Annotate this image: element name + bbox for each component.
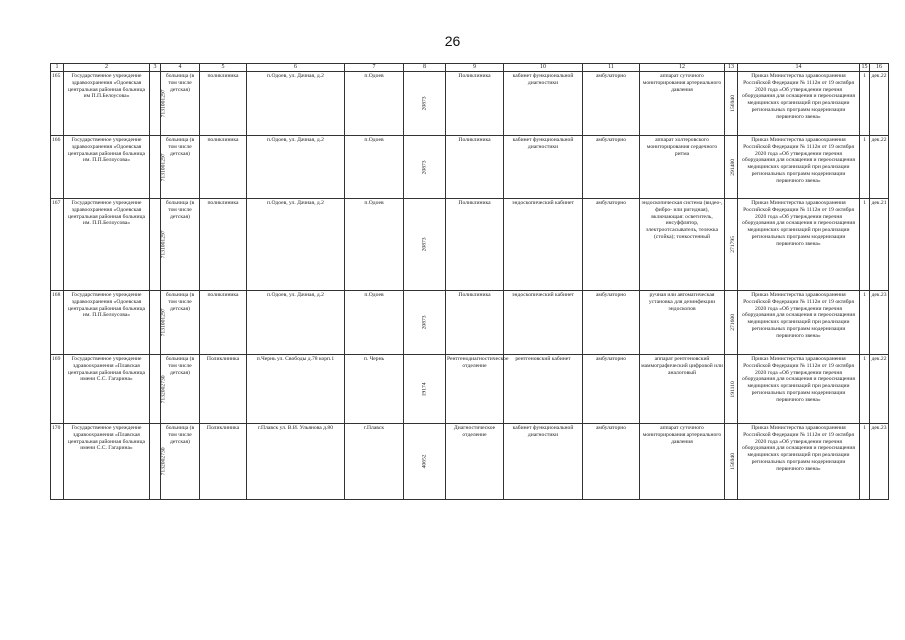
page-number: 26 [444,33,461,49]
organization-name-cell: Государственное учреждение здравоохранения «Одоевская центральная районная больница им. П.П.Белоусова» [64,199,150,291]
inn-code-cell [150,424,167,500]
inn-code: 7131001297 [160,230,167,259]
address-cell: г.Плавск ул. В.И. Ульянова д.80 [247,424,345,500]
column-number: 8 [404,64,446,72]
locality-cell: п.Одоев [345,72,404,136]
row-number-cell: 167 [51,199,64,291]
column-number: 14 [738,64,860,72]
department-cell: Поликлиника [446,199,504,291]
equipment-cost-cell [725,136,738,199]
department-cell: Рентгенодиагностическое отделение [446,355,504,424]
locality-code: 19174 [421,382,428,396]
delivery-date-cell: дек.22 [870,72,889,136]
regulation-order-cell: Приказ Министерства здравоохранения Российской Федерации № 1112н от 19 октября 2020 года «Об утверждении перечня оборудования для оснащения и переоснащения медицинских организаций при реализации региональных программ модернизации первичного звена» [738,424,860,500]
unit-name-cell: поликлиника [200,136,247,199]
column-number: 16 [870,64,889,72]
facility-type-cell: больница (в том числе детская) [161,136,200,199]
equipment-cost: 156940 [729,453,736,470]
column-number: 2 [64,64,150,72]
unit-name-cell: поликлиника [200,72,247,136]
column-number: 5 [200,64,247,72]
unit-name-cell: поликлиника [200,291,247,355]
equipment-name-cell: аппарат суточного мониторирования артериального давления [640,72,725,136]
column-number: 11 [583,64,640,72]
facility-type-cell: больница (в том числе детская) [161,199,200,291]
department-cell: Диагностическое отделение [446,424,504,500]
quantity-cell: 1 [860,199,870,291]
table-row [51,291,889,355]
inn-code: 7132002730 [160,447,167,476]
delivery-date-cell: дек.22 [870,136,889,199]
address-cell: п.Одоев, ул. Дачная, д.2 [247,291,345,355]
equipment-cost: 156940 [729,95,736,112]
cabinet-cell: эндоскопический кабинет [504,291,583,355]
table-row [51,424,889,500]
inn-code-cell [150,199,167,291]
unit-name-cell: поликлиника [200,199,247,291]
table-row [51,136,889,199]
facility-type-cell: больница (в том числе детская) [161,355,200,424]
department-cell: Поликлиника [446,136,504,199]
delivery-date-cell: дек.23 [870,291,889,355]
facility-type-cell: больница (в том числе детская) [161,424,200,500]
unit-name-cell: Поликлиника [200,424,247,500]
facility-type-cell: больница (в том числе детская) [161,72,200,136]
locality-code-cell [404,136,446,199]
locality-cell: п.Одоев [345,199,404,291]
department-cell: Поликлиника [446,291,504,355]
inn-code: 7132002730 [160,375,167,403]
equipment-table [50,63,889,500]
locality-code: 20873 [421,160,428,174]
column-number-row [51,64,889,72]
equipment-cost-cell [725,199,738,291]
locality-cell: г.Плавск [345,424,404,500]
facility-type-cell: больница (в том числе детская) [161,291,200,355]
column-number: 3 [150,64,161,72]
equipment-cost-cell [725,291,738,355]
row-number-cell: 170 [51,424,64,500]
equipment-cost: 271600 [729,314,736,331]
organization-name-cell: Государственное учреждение здравоохранения «Одоевская центральная районная больница им. П.П.Белоусова» [64,136,150,199]
inn-code-cell [150,291,167,355]
department-cell: Поликлиника [446,72,504,136]
organization-name-cell: Государственное учреждение здравоохранения «Плавская центральная районная больница имени С.С. Гагарина» [64,355,150,424]
cabinet-cell: кабинет функциональной диагностики [504,136,583,199]
inn-code: 7131001297 [160,308,167,337]
regulation-order-cell: Приказ Министерства здравоохранения Российской Федерации № 1112н от 19 октября 2020 года «Об утверждении перечня оборудования для оснащения и переоснащения медицинских организаций при реализации региональных программ модернизации первичного звена» [738,72,860,136]
locality-cell: п.Одоев [345,291,404,355]
care-conditions-cell: амбулаторно [583,424,640,500]
regulation-order-cell: Приказ Министерства здравоохранения Российской Федерации № 1112н от 19 октября 2020 года «Об утверждении перечня оборудования для оснащения и переоснащения медицинских организаций при реализации региональных программ модернизации первичного звена» [738,199,860,291]
care-conditions-cell: амбулаторно [583,136,640,199]
quantity-cell: 1 [860,291,870,355]
cabinet-cell: кабинет функциональной диагностики [504,424,583,500]
equipment-name-cell: аппарат суточного мониторирования артериального давления [640,424,725,500]
organization-name-cell: Государственное учреждение здравоохранения «Одоевская центральная районная больница им. П.П.Белоусова» [64,291,150,355]
regulation-order-cell: Приказ Министерства здравоохранения Российской Федерации № 1112н от 19 октября 2020 года «Об утверждении перечня оборудования для оснащения и переоснащения медицинских организаций при реализации региональных программ модернизации первичного звена» [738,136,860,199]
locality-code: 20873 [421,237,428,252]
delivery-date-cell: дек.21 [870,199,889,291]
equipment-cost: 191110 [729,380,736,398]
locality-code: 20873 [421,96,428,111]
locality-code-cell [404,424,446,500]
inn-code: 7131001297 [160,153,167,181]
locality-cell: п. Чернь [345,355,404,424]
cabinet-cell: рентгеновский кабинет [504,355,583,424]
column-number: 9 [446,64,504,72]
locality-code-cell [404,355,446,424]
cabinet-cell: эндоскопический кабинет [504,199,583,291]
row-number-cell: 169 [51,355,64,424]
care-conditions-cell: амбулаторно [583,72,640,136]
column-number: 1 [51,64,64,72]
column-number: 7 [345,64,404,72]
row-number-cell: 166 [51,136,64,199]
inn-code-cell [150,355,167,424]
row-number-cell: 168 [51,291,64,355]
unit-name-cell: Поликлиника [200,355,247,424]
table-row [51,355,889,424]
locality-code-cell [404,291,446,355]
locality-code: 20873 [421,315,428,330]
care-conditions-cell: амбулаторно [583,355,640,424]
address-cell: п.Одоев, ул. Дачная, д.2 [247,136,345,199]
equipment-name-cell: аппарат рентгеновский маммографический цифровой или аналоговый [640,355,725,424]
quantity-cell: 1 [860,72,870,136]
organization-name-cell: Государственное учреждение здравоохранения «Плавская центральная районная больница имени С.С. Гагарина» [64,424,150,500]
quantity-cell: 1 [860,424,870,500]
column-number: 4 [161,64,200,72]
column-number: 10 [504,64,583,72]
inn-code-cell [150,72,167,136]
quantity-cell: 1 [860,355,870,424]
regulation-order-cell: Приказ Министерства здравоохранения Российской Федерации № 1112н от 19 октября 2020 года «Об утверждении перечня оборудования для оснащения и переоснащения медицинских организаций при реализации региональных программ модернизации первичного звена» [738,291,860,355]
regulation-order-cell: Приказ Министерства здравоохранения Российской Федерации № 1112н от 19 октября 2020 года «Об утверждении перечня оборудования для оснащения и переоснащения медицинских организаций при реализации региональных программ модернизации первичного звена» [738,355,860,424]
equipment-cost: 291480 [729,158,736,176]
cabinet-cell: кабинет функциональной диагностики [504,72,583,136]
inn-code-cell [150,136,167,199]
equipment-cost-cell [725,72,738,136]
locality-code-cell [404,199,446,291]
equipment-cost-cell [725,424,738,500]
table-row [51,199,889,291]
row-number-cell: 165 [51,72,64,136]
column-number: 15 [861,64,868,70]
address-cell: п.Одоев, ул. Дачная, д.2 [247,72,345,136]
inn-code: 7131001297 [160,89,167,118]
address-cell: п.Чернь ул. Свободы д.78 корп.1 [247,355,345,424]
quantity-cell: 1 [860,136,870,199]
column-number: 13 [725,64,738,72]
equipment-cost-cell [725,355,738,424]
equipment-name-cell: аппарат холтеровского мониторирования сердечного ритма [640,136,725,199]
equipment-name-cell: эндоскопическая система (видео-, фибро- или ригидная), включающая: осветитель, инсуффлятор, электроотсасыватель, тележка (стойка); тонкостенный [640,199,725,291]
locality-cell: п.Одоев [345,136,404,199]
care-conditions-cell: амбулаторно [583,291,640,355]
organization-name-cell: Государственное учреждение здравоохранения «Одоевская центральная районная больница им П.П.Белоусова» [64,72,150,136]
table-row [51,72,889,136]
locality-code-cell [404,72,446,136]
equipment-cost: 271795 [729,236,736,253]
equipment-name-cell: ручная или автоматическая установка для дезинфекции эндоскопов [640,291,725,355]
delivery-date-cell: дек.23 [870,424,889,500]
column-number: 6 [247,64,345,72]
delivery-date-cell: дек.22 [870,355,889,424]
column-number: 12 [640,64,725,72]
address-cell: п.Одоев, ул. Дачная, д.2 [247,199,345,291]
care-conditions-cell: амбулаторно [583,199,640,291]
locality-code: 40652 [421,454,428,469]
